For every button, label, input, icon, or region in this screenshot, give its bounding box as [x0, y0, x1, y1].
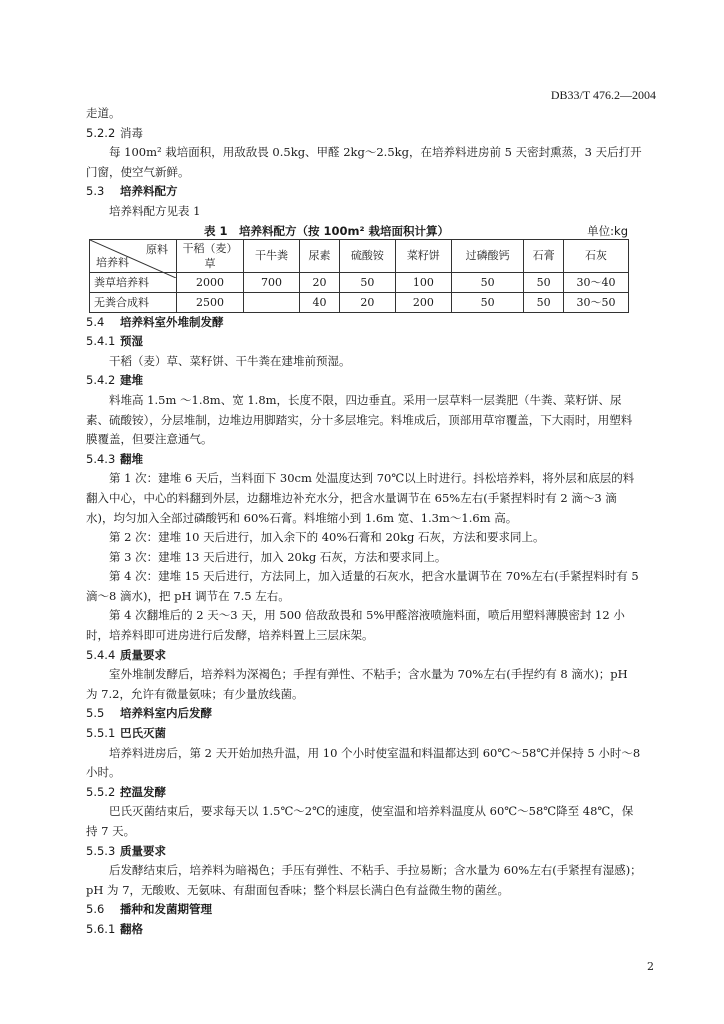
table-caption: 表 1 培养料配方（按 100m² 栽培面积计算）: [204, 223, 450, 238]
paragraph: 培养料配方见表 1: [109, 203, 201, 218]
section-heading: [86, 450, 642, 470]
section-title: 培养料室外堆制发酵: [120, 314, 224, 329]
section-number: 5.4.1: [86, 334, 116, 349]
paragraph: 干稻（麦）草、菜籽饼、干牛粪在建堆前预湿。: [109, 353, 351, 368]
section-title: 控温发酵: [120, 784, 166, 799]
table-cell: 20: [339, 292, 395, 312]
column-header: 过磷酸钙: [451, 239, 523, 272]
table-cell: 50: [451, 272, 523, 292]
section-heading: [86, 313, 642, 333]
column-header: 干牛粪: [244, 239, 300, 272]
row-label: 无粪合成料: [90, 292, 177, 312]
table-corner-cell: [90, 239, 177, 272]
section-title: 培养料配方: [120, 184, 178, 199]
corner-label-material: 原料: [146, 242, 168, 256]
table-caption-row: [86, 222, 642, 239]
section-heading: [86, 900, 642, 920]
section-heading: [86, 724, 642, 744]
paragraph: 培养料进房后，第 2 天开始加热升温，用 10 个小时使室温和料温都达到 60℃～58℃并保持 5 小时～8 小时。: [86, 745, 641, 780]
standard-number: DB33/T 476.2—2004: [550, 88, 656, 102]
paragraph: 走道。: [86, 106, 121, 120]
column-header: 石灰: [564, 239, 629, 272]
page-number: 2: [647, 960, 654, 973]
table-cell: 50: [524, 272, 564, 292]
column-header: 菜籽饼: [395, 239, 451, 272]
section-heading: [86, 842, 642, 862]
paragraph: 后发酵结束后，培养料为暗褐色；手压有弹性、不粘手、手拉易断；含水量为 60%左右(手紧捏有湿感)；pH 为 7，无酸败、无氨味、有甜面包香味；整个料层长满白色有益微生物的菌丝。: [86, 863, 642, 897]
section-number: 5.4.3: [86, 451, 116, 466]
section-number: 5.4: [86, 314, 105, 329]
corner-label-medium: 培养料: [96, 255, 129, 269]
section-number: 5.5.1: [86, 726, 116, 741]
section-title: 翻堆: [120, 451, 143, 466]
recipe-table: [89, 239, 629, 313]
section-title: 建堆: [120, 373, 143, 388]
column-header: 石膏: [524, 239, 564, 272]
row-label: 粪草培养料: [90, 272, 177, 292]
paragraph: 室外堆制发酵后，培养料为深褐色；手捏有弹性、不粘手；含水量为 70%左右(手捏约有 8 滴水)；pH 为 7.2，允许有微量氨味；有少量放线菌。: [86, 667, 628, 701]
section-number: 5.2.2: [86, 125, 116, 140]
paragraph: 第 4 次：建堆 15 天后进行，方法同上，加入适量的石灰水，把含水量调节在 70%左右(手紧捏料时有 5 滴～8 滴水)，把 pH 调节在 7.5 左右。: [86, 569, 639, 603]
table-cell: [244, 292, 300, 312]
section-number: 5.4.4: [86, 647, 116, 662]
section-heading: [86, 646, 642, 666]
section-title: 质量要求: [120, 647, 166, 662]
section-title: 消毒: [120, 125, 143, 140]
section-number: 5.6: [86, 902, 105, 917]
paragraph: 第 1 次：建堆 6 天后，当料面下 30cm 处温度达到 70℃以上时进行。抖松培养料，将外层和底层的料翻入中心，中心的料翻到外层，边翻堆边补充水分，把含水量调节在 65%左右(手紧捏料时有 2 滴～3 滴水)，均匀加入全部过磷酸钙和 60%石膏。料堆缩小到 1.6m 宽、1.3m～1.6m 高。: [86, 471, 635, 525]
paragraph: 第 4 次翻堆后的 2 天～3 天，用 500 倍敌敌畏和 5%甲醛溶液喷施料面，喷后用塑料薄膜密封 12 小时，培养料即可进房进行后发酵，培养料置上三层床架。: [86, 608, 625, 643]
paragraph: 第 2 次：建堆 10 天后进行，加入余下的 40%石膏和 20kg 石灰，方法和要求同上。: [109, 530, 545, 545]
section-heading: [86, 332, 642, 352]
section-title: 播种和发菌期管理: [120, 902, 212, 917]
paragraph: 第 3 次：建堆 13 天后进行，加入 20kg 石灰，方法和要求同上。: [109, 549, 447, 564]
table-cell: 30～40: [564, 272, 629, 292]
section-number: 5.6.1: [86, 921, 116, 936]
table-unit: 单位:kg: [587, 223, 628, 238]
table-cell: 30～50: [564, 292, 629, 312]
section-heading: [86, 371, 642, 391]
column-header: 硫酸铵: [339, 239, 395, 272]
column-header: 干稻（麦）草: [177, 239, 244, 272]
table-cell: 50: [339, 272, 395, 292]
column-header: 尿素: [300, 239, 340, 272]
table-cell: 50: [451, 292, 523, 312]
section-number: 5.5.3: [86, 843, 116, 858]
table-cell: 50: [524, 292, 564, 312]
table-header-row: [90, 239, 629, 272]
section-title: 质量要求: [120, 843, 166, 858]
table-cell: 20: [300, 272, 340, 292]
section-number: 5.4.2: [86, 373, 116, 388]
table-cell: 40: [300, 292, 340, 312]
table-cell: 200: [395, 292, 451, 312]
table-cell: 2500: [177, 292, 244, 312]
section-heading: [86, 182, 642, 202]
section-title: 翻格: [120, 921, 143, 936]
section-heading: [86, 920, 642, 940]
section-title: 巴氏灭菌: [120, 726, 166, 741]
paragraph: 巴氏灭菌结束后，要求每天以 1.5℃～2℃的速度，使室温和培养料温度从 60℃～58℃降至 48℃，保持 7 天。: [86, 804, 634, 838]
section-number: 5.3: [86, 184, 105, 199]
table-row: [90, 292, 629, 312]
document-body: [86, 104, 642, 940]
table-cell: 700: [244, 272, 300, 292]
section-heading: [86, 783, 642, 803]
paragraph: 料堆高 1.5m ～1.8m、宽 1.8m，长度不限，四边垂直。采用一层草料一层粪肥（牛粪、菜籽饼、尿素、硫酸铵），分层堆制，边堆边用脚踏实，分十多层堆完。料堆成后，顶部用草帘覆盖，下大雨时，用塑料膜覆盖，但要注意通气。: [86, 392, 633, 447]
table-cell: 2000: [177, 272, 244, 292]
section-title: 预湿: [120, 334, 143, 349]
section-heading: [86, 124, 642, 144]
paragraph: 每 100m² 栽培面积，用敌敌畏 0.5kg、甲醛 2kg～2.5kg，在培养料进房前 5 天密封熏蒸，3 天后打开门窗，使空气新鲜。: [86, 145, 642, 179]
section-number: 5.5.2: [86, 784, 116, 799]
section-title: 培养料室内后发酵: [120, 706, 212, 721]
section-number: 5.5: [86, 706, 105, 721]
section-heading: [86, 704, 642, 724]
table-cell: 100: [395, 272, 451, 292]
